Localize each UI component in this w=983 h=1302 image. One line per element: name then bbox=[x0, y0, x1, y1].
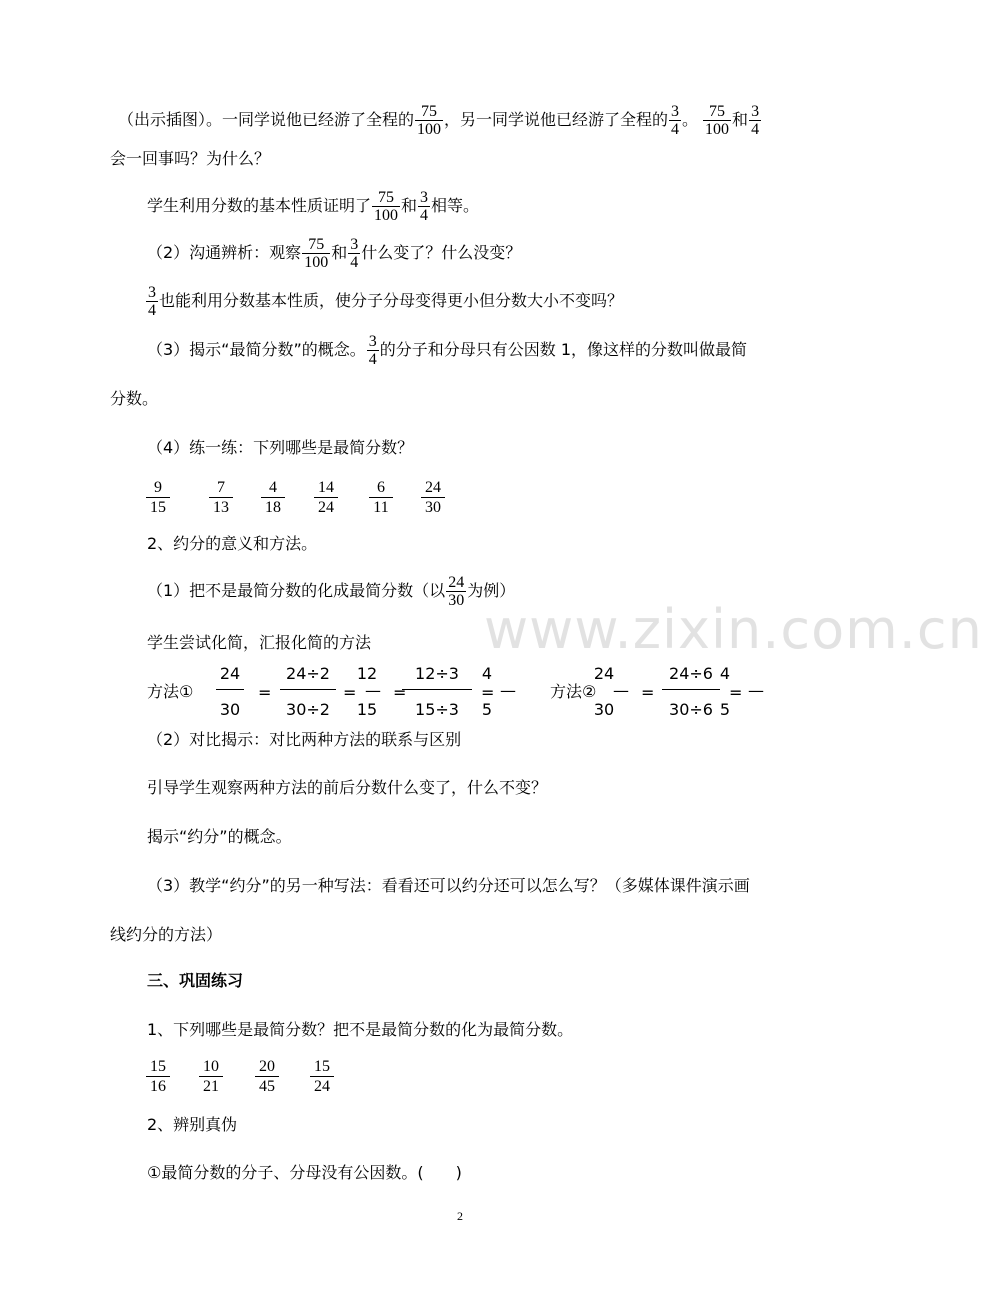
denominator: 24 bbox=[310, 1076, 334, 1096]
method-1-f2-numerator: 24÷2 bbox=[286, 664, 330, 683]
denominator: 4 bbox=[420, 207, 429, 224]
text: 也能利用分数基本性质，使分子分母变得更小但分数大小不变吗？ bbox=[159, 291, 624, 310]
denominator: 45 bbox=[255, 1076, 279, 1096]
method-1-f2-denominator: 30÷2 bbox=[286, 700, 330, 719]
numerator: 24 bbox=[448, 574, 465, 591]
denominator: 100 bbox=[705, 121, 730, 138]
denominator: 18 bbox=[261, 497, 285, 517]
fraction-3-4 bbox=[367, 333, 379, 368]
denominator: 4 bbox=[350, 254, 359, 271]
paragraph-line-16: 线约分的方法） bbox=[110, 925, 223, 944]
section-heading-2: 2、约分的意义和方法。 bbox=[147, 534, 318, 553]
fraction-24-30 bbox=[446, 574, 466, 609]
fraction-bar bbox=[662, 689, 720, 690]
paragraph-line-17: 1、下列哪些是最简分数？把不是最简分数的化为最简分数。 bbox=[147, 1020, 574, 1039]
paragraph-line-6 bbox=[147, 333, 747, 368]
numerator: 3 bbox=[420, 189, 429, 206]
text: 和 bbox=[732, 110, 749, 129]
text: （1）把不是最简分数的化成最简分数（以 bbox=[147, 581, 446, 600]
method-1-f1-numerator: 24 bbox=[219, 664, 241, 683]
numerator: 7 bbox=[217, 479, 225, 496]
method-1-f5-numerator: 4 bbox=[481, 664, 493, 683]
denominator: 4 bbox=[751, 121, 760, 138]
paragraph-line-19: ①最简分数的分子、分母没有公因数。( ) bbox=[147, 1163, 462, 1182]
numerator: 24 bbox=[425, 479, 441, 496]
method-1-f5-denominator: 5 bbox=[481, 700, 493, 719]
watermark: www.zixin.com.cn bbox=[484, 598, 983, 661]
method-2-f3-numerator: 4 bbox=[719, 664, 731, 683]
text: 。 bbox=[682, 110, 699, 129]
fraction-75-100 bbox=[703, 103, 731, 138]
method-1-f3-denominator: 15 bbox=[356, 700, 378, 719]
denominator: 100 bbox=[374, 207, 399, 224]
method-1-f1-denominator: 30 bbox=[219, 700, 241, 719]
method-2-f2-numerator: 24÷6 bbox=[669, 664, 713, 683]
method-2-f1-denominator: 30 bbox=[593, 700, 615, 719]
equals-sign: = bbox=[481, 683, 495, 702]
dash: — bbox=[500, 681, 516, 700]
numerator: 15 bbox=[150, 1058, 166, 1075]
denominator: 15 bbox=[146, 497, 170, 517]
denominator: 21 bbox=[199, 1076, 223, 1096]
fraction-bar bbox=[402, 689, 472, 690]
numerator: 3 bbox=[751, 103, 760, 120]
practice-fraction bbox=[255, 1057, 279, 1096]
practice-fraction bbox=[310, 1057, 334, 1096]
denominator: 100 bbox=[417, 121, 442, 138]
paragraph-line-18: 2、辨别真伪 bbox=[147, 1115, 238, 1134]
numerator: 10 bbox=[203, 1058, 219, 1075]
text: 和 bbox=[401, 196, 418, 215]
numerator: 3 bbox=[671, 103, 680, 120]
paragraph-line-1 bbox=[118, 103, 762, 138]
numerator: 75 bbox=[378, 189, 395, 206]
denominator: 30 bbox=[421, 497, 445, 517]
equals-sign: = bbox=[641, 683, 655, 702]
fraction-75-100 bbox=[415, 103, 443, 138]
equals-sign: = bbox=[343, 683, 357, 702]
text: 什么变了？什么没变？ bbox=[361, 243, 522, 262]
practice-fraction bbox=[314, 478, 338, 517]
denominator: 4 bbox=[671, 121, 680, 138]
practice-fraction bbox=[209, 478, 233, 517]
paragraph-line-11: 学生尝试化简，汇报化简的方法 bbox=[147, 633, 372, 652]
fraction-3-4 bbox=[418, 189, 430, 224]
practice-fraction bbox=[146, 478, 170, 517]
paragraph-line-2: 会一回事吗？为什么？ bbox=[110, 149, 271, 168]
numerator: 6 bbox=[377, 479, 385, 496]
method-2-f2-denominator: 30÷6 bbox=[669, 700, 713, 719]
practice-fraction bbox=[146, 1057, 170, 1096]
fraction-bar bbox=[280, 689, 336, 690]
paragraph-line-12: （2）对比揭示：对比两种方法的联系与区别 bbox=[147, 730, 462, 749]
denominator: 13 bbox=[209, 497, 233, 517]
denominator: 30 bbox=[448, 592, 465, 609]
numerator: 14 bbox=[318, 479, 334, 496]
text: （2）沟通辨析：观察 bbox=[147, 243, 302, 262]
text: （3）揭示“最简分数”的概念。 bbox=[147, 340, 366, 359]
equals-sign: = bbox=[258, 683, 272, 702]
text: （出示插图）。一同学说他已经游了全程的 bbox=[118, 110, 415, 129]
fraction-75-100 bbox=[372, 189, 400, 224]
paragraph-line-4 bbox=[147, 236, 521, 271]
fraction-3-4 bbox=[669, 103, 681, 138]
numerator: 3 bbox=[350, 236, 359, 253]
practice-fraction bbox=[369, 478, 393, 517]
numerator: 20 bbox=[259, 1058, 275, 1075]
paragraph-line-13: 引导学生观察两种方法的前后分数什么变了，什么不变？ bbox=[147, 778, 548, 797]
dash: — bbox=[365, 681, 381, 700]
denominator: 100 bbox=[304, 254, 329, 271]
numerator: 75 bbox=[308, 236, 325, 253]
practice-fraction bbox=[421, 478, 445, 517]
paragraph-line-10 bbox=[147, 574, 515, 609]
numerator: 15 bbox=[314, 1058, 330, 1075]
numerator: 75 bbox=[421, 103, 438, 120]
denominator: 4 bbox=[368, 351, 377, 368]
fraction-bar bbox=[216, 689, 244, 690]
method-2-label: 方法② bbox=[550, 682, 597, 701]
text: 的分子和分母只有公因数 1，像这样的分数叫做最简 bbox=[379, 340, 748, 359]
numerator: 4 bbox=[269, 479, 277, 496]
fraction-3-4 bbox=[146, 284, 158, 319]
method-2-f1-numerator: 24 bbox=[593, 664, 615, 683]
method-1-label: 方法① bbox=[147, 682, 194, 701]
paragraph-line-15: （3）教学“约分”的另一种写法：看看还可以约分还可以怎么写？（多媒体课件演示画 bbox=[147, 876, 750, 895]
denominator: 16 bbox=[146, 1076, 170, 1096]
text: 和 bbox=[331, 243, 348, 262]
paragraph-line-5 bbox=[145, 284, 623, 319]
equals-sign: = bbox=[393, 683, 407, 702]
denominator: 24 bbox=[314, 497, 338, 517]
practice-fraction bbox=[261, 478, 285, 517]
text: ，另一同学说他已经游了全程的 bbox=[444, 110, 669, 129]
dash: — bbox=[613, 681, 629, 700]
paragraph-line-8: （4）练一练：下列哪些是最简分数？ bbox=[147, 438, 414, 457]
numerator: 3 bbox=[368, 333, 377, 350]
page-number: 2 bbox=[457, 1209, 463, 1223]
text: 学生利用分数的基本性质证明了 bbox=[147, 196, 372, 215]
method-2-f3-denominator: 5 bbox=[719, 700, 731, 719]
practice-fraction bbox=[199, 1057, 223, 1096]
fraction-75-100 bbox=[302, 236, 330, 271]
text: 为例） bbox=[467, 581, 516, 600]
paragraph-line-7: 分数。 bbox=[110, 389, 159, 408]
numerator: 9 bbox=[154, 479, 162, 496]
method-1-f4-numerator: 12÷3 bbox=[415, 664, 459, 683]
paragraph-line-3 bbox=[147, 189, 479, 224]
fraction-3-4 bbox=[348, 236, 360, 271]
method-1-f4-denominator: 15÷3 bbox=[415, 700, 459, 719]
numerator: 3 bbox=[148, 284, 156, 301]
section-heading-3: 三、巩固练习 bbox=[147, 971, 244, 990]
equals-sign: = bbox=[729, 683, 743, 702]
method-1-f3-numerator: 12 bbox=[356, 664, 378, 683]
denominator: 4 bbox=[148, 302, 156, 319]
text: 相等。 bbox=[431, 196, 480, 215]
fraction-3-4 bbox=[749, 103, 761, 138]
paragraph-line-14: 揭示“约分”的概念。 bbox=[147, 827, 292, 846]
numerator: 75 bbox=[709, 103, 726, 120]
denominator: 11 bbox=[369, 497, 393, 517]
dash: — bbox=[748, 681, 764, 700]
